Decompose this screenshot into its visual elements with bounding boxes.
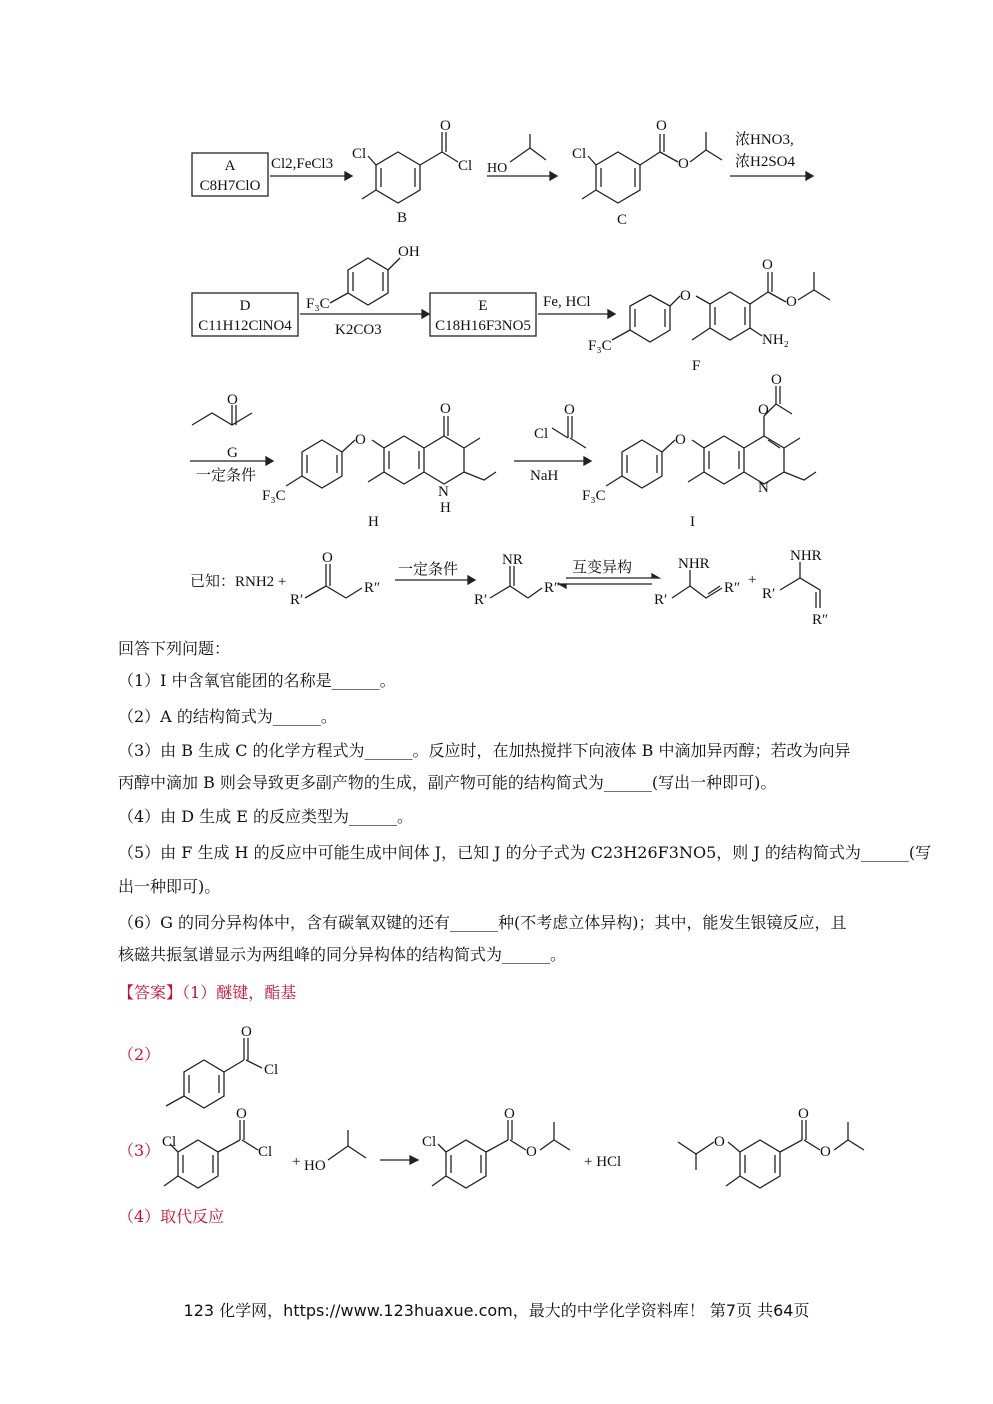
svg-text:O: O [236, 1106, 247, 1122]
answer-tag: 【答案】 [118, 983, 183, 1002]
svg-text:O: O [758, 402, 769, 418]
arrow-3-reagent-a: 浓HNO3, [735, 132, 794, 148]
compound-F-structure [588, 257, 830, 354]
svg-text:F₃C: F₃C [588, 338, 612, 354]
answer-3-product [422, 1106, 570, 1188]
svg-text:Cl: Cl [534, 426, 549, 442]
svg-text:O: O [440, 401, 451, 417]
svg-text:F₃C: F₃C [582, 488, 606, 504]
svg-text:NR: NR [502, 552, 523, 568]
svg-text:R′: R′ [762, 586, 776, 602]
question-6-line1: （6）G 的同分异构体中，含有碳氧双键的还有______种(不考虑立体异构)；其中，能发生银镜反应，且 [118, 913, 847, 932]
compound-E-formula: C18H16F3NO5 [435, 318, 531, 334]
compound-F-label: F [692, 358, 701, 374]
question-5-line2: 出一种即可)。 [118, 877, 221, 896]
svg-text:Cl: Cl [352, 146, 367, 162]
svg-text:O: O [714, 1134, 725, 1150]
svg-text:O: O [675, 432, 686, 448]
page-footer: 123 化学网，https://www.123huaxue.com，最大的中学化学资料库！ 第7页 共64页 [183, 1301, 810, 1320]
phenol-reagent [306, 244, 420, 312]
answer-3-hcl: + HCl [584, 1154, 622, 1170]
compound-D-formula: C11H12ClNO4 [198, 318, 292, 334]
svg-text:R″: R″ [364, 580, 381, 596]
answer-4: （4）取代反应 [118, 1207, 225, 1226]
svg-text:Cl: Cl [458, 158, 473, 174]
svg-text:F₃C: F₃C [306, 296, 330, 312]
svg-text:O: O [656, 118, 667, 134]
svg-text:O: O [798, 1106, 809, 1122]
question-3-line2: 丙醇中滴加 B 则会导致更多副产物的生成，副产物可能的结构简式为______(写出一种即可)。 [118, 773, 777, 792]
question-1: （1）I 中含氧官能团的名称是______。 [118, 671, 396, 690]
svg-text:HO: HO [304, 1158, 326, 1174]
compound-B-label: B [397, 210, 408, 226]
svg-text:R′: R′ [290, 592, 304, 608]
svg-text:O: O [820, 1144, 831, 1160]
compound-B-structure [352, 118, 472, 203]
answer-3-label: （3） [118, 1141, 161, 1160]
svg-text:O: O [680, 288, 691, 304]
question-5-line1: （5）由 F 生成 H 的反应中可能生成中间体 J，已知 J 的分子式为 C23H26F3NO5，则 J 的结构简式为______(写 [118, 843, 932, 862]
compound-E-label: E [478, 298, 488, 314]
compound-C-label: C [617, 212, 628, 228]
compound-H-label: H [368, 514, 379, 530]
arrow-1-reagent: Cl2,FeCl3 [271, 156, 334, 172]
question-6-line2: 核磁共振氢谱显示为两组峰的同分异构体的结构简式为______。 [118, 945, 567, 964]
known-ketone [290, 550, 380, 608]
arrow-7-reagent: NaH [530, 468, 559, 484]
answer-2-structure [166, 1024, 278, 1108]
svg-text:F₃C: F₃C [262, 488, 286, 504]
svg-text:HO: HO [487, 161, 508, 176]
svg-text:R″: R″ [812, 612, 829, 628]
arrow-5-reagent: Fe, HCl [543, 294, 591, 310]
known-condition: 一定条件 [398, 562, 459, 578]
known-tautomerism: 互变异构 [572, 560, 633, 576]
svg-text:O: O [771, 372, 782, 388]
svg-text:R′: R′ [654, 592, 668, 608]
svg-text:NHR: NHR [678, 556, 710, 572]
arrow-3-reagent-b: 浓H2SO4 [735, 154, 796, 170]
svg-text:O: O [526, 1144, 537, 1160]
answer-structures [0, 1010, 993, 1240]
known-enamine-1 [654, 556, 740, 608]
svg-text:OH: OH [398, 244, 420, 260]
svg-text:+: + [748, 572, 757, 588]
known-enamine-2 [762, 548, 828, 628]
compound-D-label: D [239, 298, 251, 314]
compound-G-label: G [227, 445, 238, 461]
svg-text:Cl: Cl [572, 146, 587, 162]
question-2: （2）A 的结构简式为______。 [118, 707, 337, 726]
svg-text:+: + [292, 1154, 301, 1170]
svg-text:H: H [440, 500, 451, 516]
svg-text:O: O [786, 294, 797, 310]
svg-text:O: O [762, 257, 773, 273]
svg-text:R″: R″ [724, 580, 741, 596]
svg-text:O: O [227, 392, 238, 408]
known-prefix: 已知：RNH2 + [190, 574, 287, 590]
svg-text:Cl: Cl [258, 1144, 273, 1160]
question-3-line1: （3）由 B 生成 C 的化学方程式为______。反应时，在加热搅拌下向液体 B 中滴加异丙醇；若改为向异 [118, 741, 851, 760]
arrow-4-reagent: K2CO3 [335, 322, 382, 338]
butanone-reagent [192, 392, 252, 425]
svg-text:R′: R′ [474, 592, 488, 608]
compound-A-formula: C8H7ClO [199, 178, 261, 194]
svg-text:N: N [758, 480, 769, 496]
svg-text:Cl: Cl [264, 1062, 279, 1078]
acetyl-chloride-reagent [534, 402, 586, 448]
compound-A-label: A [224, 158, 236, 174]
compound-I-label: I [690, 514, 695, 530]
svg-text:O: O [564, 402, 575, 418]
answer-1-text: （1）醚键，酯基 [182, 983, 297, 1002]
question-4: （4）由 D 生成 E 的反应类型为______。 [118, 807, 414, 826]
compound-H-structure [262, 401, 496, 516]
compound-C-structure [572, 118, 722, 203]
svg-text:Cl: Cl [162, 1134, 177, 1150]
svg-text:R″: R″ [544, 580, 561, 596]
reaction-scheme [0, 0, 993, 640]
known-imine [474, 552, 560, 608]
svg-text:NHR: NHR [790, 548, 822, 564]
questions-intro: 回答下列问题： [118, 639, 231, 658]
compound-I-structure [582, 372, 816, 504]
svg-text:NH₂: NH₂ [762, 332, 789, 348]
svg-text:O: O [678, 156, 689, 172]
svg-text:N: N [438, 484, 449, 500]
arrow-6-condition: 一定条件 [196, 468, 257, 484]
svg-text:Cl: Cl [422, 1134, 437, 1150]
svg-text:O: O [241, 1024, 252, 1040]
answer-2-label: （2） [118, 1045, 161, 1064]
svg-text:O: O [355, 432, 366, 448]
answer-3-byproduct [678, 1106, 864, 1188]
answer-3-reactant [162, 1106, 366, 1188]
svg-text:O: O [322, 550, 333, 566]
answer-1 [118, 982, 296, 1004]
svg-text:O: O [440, 118, 451, 134]
svg-text:O: O [504, 1106, 515, 1122]
